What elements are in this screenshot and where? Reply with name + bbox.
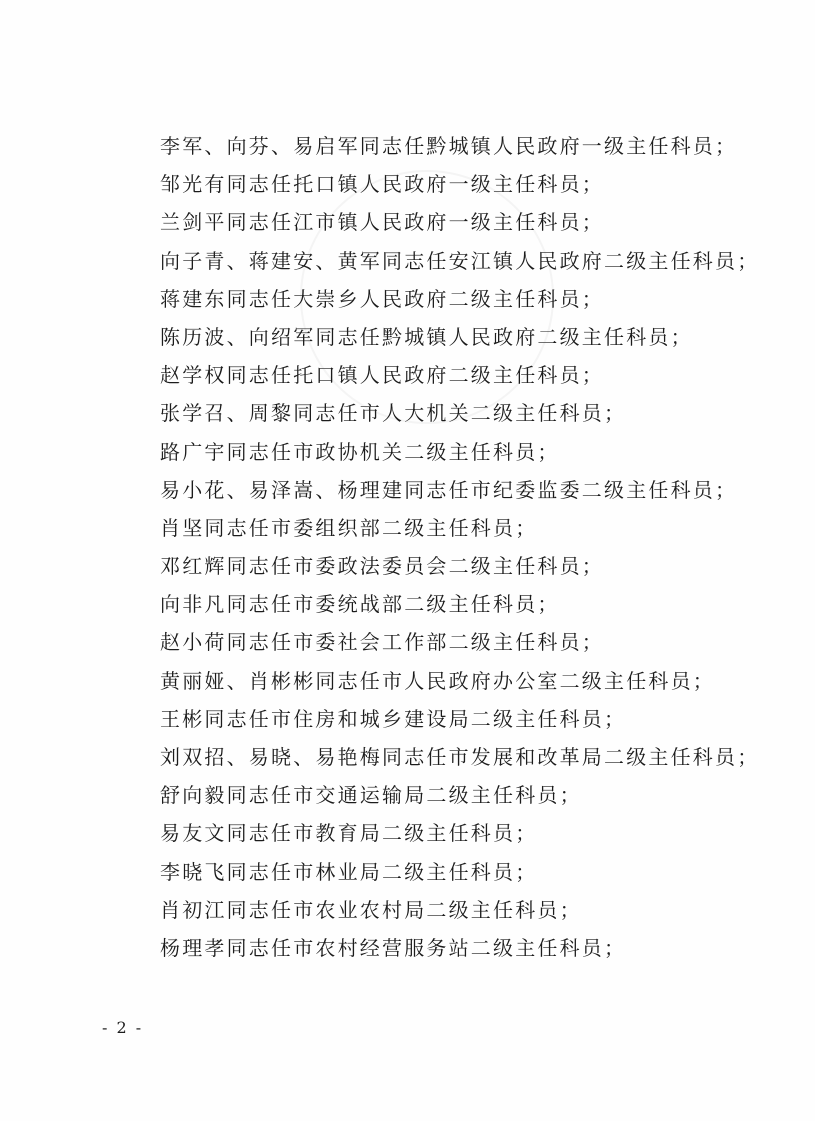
appointment-line: 李晓飞同志任市林业局二级主任科员； xyxy=(160,859,538,884)
appointment-line: 易友文同志任市教育局二级主任科员； xyxy=(160,821,538,846)
appointment-line: 王彬同志任市住房和城乡建设局二级主任科员； xyxy=(160,706,627,731)
appointment-line: 邹光有同志任托口镇人民政府一级主任科员； xyxy=(160,172,604,197)
appointment-line: 肖初江同志任市农业农村局二级主任科员； xyxy=(160,897,582,922)
appointment-line: 邓红辉同志任市委政法委员会二级主任科员； xyxy=(160,554,604,579)
appointment-line: 陈历波、向绍军同志任黔城镇人民政府二级主任科员； xyxy=(160,324,693,349)
appointment-line: 向非凡同志任市委统战部二级主任科员； xyxy=(160,592,560,617)
appointment-line: 黄丽娅、肖彬彬同志任市人民政府办公室二级主任科员； xyxy=(160,668,715,693)
appointment-line: 蒋建东同志任大崇乡人民政府二级主任科员； xyxy=(160,286,604,311)
appointment-line: 张学召、周黎同志任市人大机关二级主任科员； xyxy=(160,401,627,426)
appointment-line: 舒向毅同志任市交通运输局二级主任科员； xyxy=(160,783,582,808)
appointment-line: 杨理孝同志任市农村经营服务站二级主任科员； xyxy=(160,935,627,960)
appointment-line: 路广宇同志任市政协机关二级主任科员； xyxy=(160,439,560,464)
appointment-line: 赵小荷同志任市委社会工作部二级主任科员； xyxy=(160,630,604,655)
page-number: - 2 - xyxy=(102,1018,144,1037)
appointment-line: 赵学权同志任托口镇人民政府二级主任科员； xyxy=(160,363,604,388)
appointment-line: 向子青、蒋建安、黄军同志任安江镇人民政府二级主任科员； xyxy=(160,248,760,273)
appointment-list xyxy=(160,127,780,967)
appointment-line: 肖坚同志任市委组织部二级主任科员； xyxy=(160,515,538,540)
appointment-line: 刘双招、易晓、易艳梅同志任市发展和改革局二级主任科员； xyxy=(160,745,760,769)
appointment-line: 李军、向芬、易启军同志任黔城镇人民政府一级主任科员； xyxy=(160,134,738,158)
appointment-line: 易小花、易泽嵩、杨理建同志任市纪委监委二级主任科员； xyxy=(160,477,738,502)
appointment-line: 兰剑平同志任江市镇人民政府一级主任科员； xyxy=(160,210,604,235)
